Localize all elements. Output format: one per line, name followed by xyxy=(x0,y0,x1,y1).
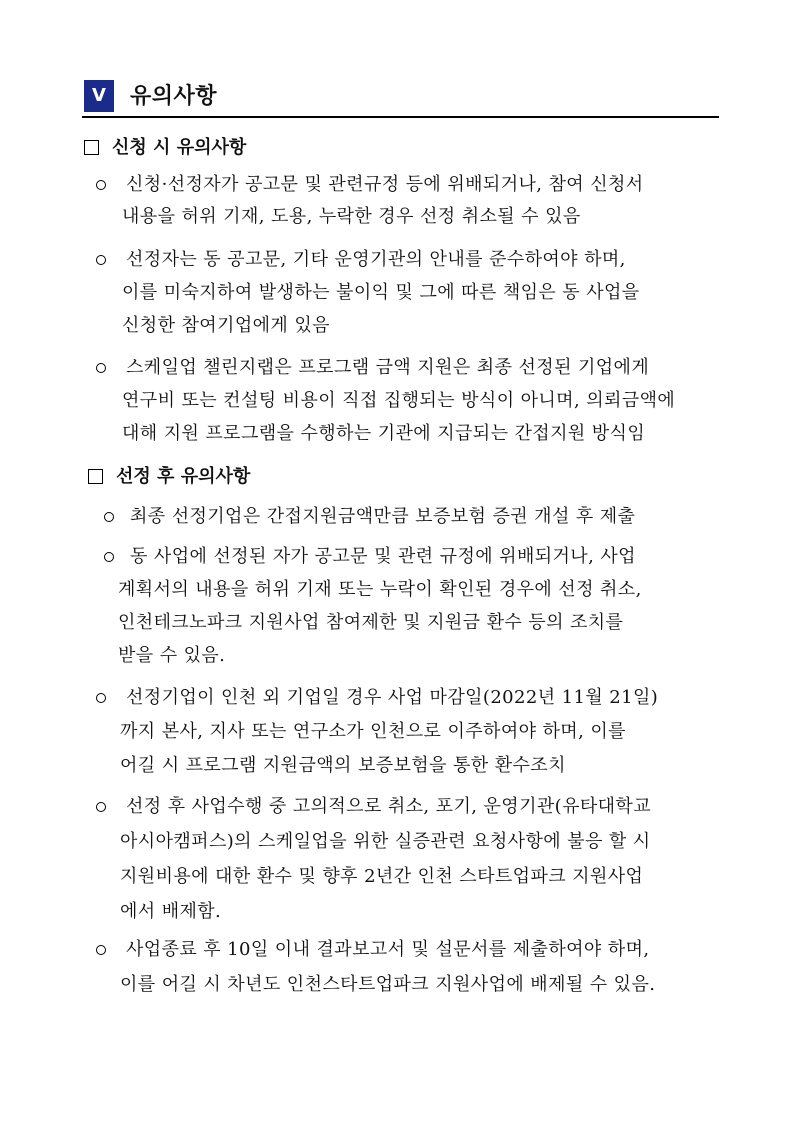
item-line: 신청한 참여기업에게 있음 xyxy=(122,315,330,336)
circle-bullet-icon xyxy=(96,180,106,190)
section-title: 유의사항 xyxy=(130,84,218,109)
item-line: 최종 선정기업은 간접지원금액만큼 보증보험 증권 개설 후 제출 xyxy=(130,506,636,527)
item-line: 지원비용에 대한 환수 및 향후 2년간 인천 스타트업파크 지원사업 xyxy=(120,866,644,887)
item-line: 대해 지원 프로그램을 수행하는 기관에 지급되는 간접지원 방식임 xyxy=(122,423,646,444)
item-line: 이를 어길 시 차년도 인천스타트업파크 지원사업에 배제될 수 있음. xyxy=(120,974,656,995)
item-line: 받을 수 있음. xyxy=(118,645,226,666)
item-line: 내용을 허위 기재, 도용, 누락한 경우 선정 취소될 수 있음 xyxy=(122,206,581,227)
subsection-title: 신청 시 유의사항 xyxy=(112,137,247,158)
subsection-title: 선정 후 유의사항 xyxy=(116,466,251,487)
section-header xyxy=(82,78,719,118)
item-line: 스케일업 챌린지랩은 프로그램 금액 지원은 최종 선정된 기업에게 xyxy=(126,357,650,378)
item-line: 까지 본사, 지사 또는 연구소가 인천으로 이주하여야 하며, 이를 xyxy=(120,721,626,742)
circle-bullet-icon xyxy=(96,802,106,812)
circle-bullet-icon xyxy=(104,512,114,522)
item-line: 계획서의 내용을 허위 기재 또는 누락이 확인된 경우에 선정 취소, xyxy=(118,579,642,600)
item-line: 인천테크노파크 지원사업 참여제한 및 지원금 환수 등의 조치를 xyxy=(118,612,624,633)
item-line: 선정기업이 인천 외 기업일 경우 사업 마감일(2022년 11월 21일) xyxy=(126,687,659,708)
circle-bullet-icon xyxy=(96,363,106,373)
checkbox-icon xyxy=(88,469,103,484)
item-line: 이를 미숙지하여 발생하는 불이익 및 그에 따른 책임은 동 사업을 xyxy=(122,282,640,303)
circle-bullet-icon xyxy=(104,552,114,562)
item-line: 에서 배제함. xyxy=(120,901,222,922)
item-line: 신청·선정자가 공고문 및 관련규정 등에 위배되거나, 참여 신청서 xyxy=(126,174,644,195)
item-line: 선정자는 동 공고문, 기타 운영기관의 안내를 준수하여야 하며, xyxy=(126,249,626,270)
item-line: 선정 후 사업수행 중 고의적으로 취소, 포기, 운영기관(유타대학교 xyxy=(126,796,652,817)
item-line: 동 사업에 선정된 자가 공고문 및 관련 규정에 위배되거나, 사업 xyxy=(130,546,636,567)
section-number-badge: V xyxy=(84,80,114,112)
checkbox-icon xyxy=(84,140,99,155)
item-line: 어길 시 프로그램 지원금액의 보증보험을 통한 환수조치 xyxy=(120,755,566,776)
circle-bullet-icon xyxy=(96,693,106,703)
item-line: 아시아캠퍼스)의 스케일업을 위한 실증관련 요청사항에 불응 할 시 xyxy=(120,831,651,852)
item-line: 사업종료 후 10일 이내 결과보고서 및 설문서를 제출하여야 하며, xyxy=(126,939,650,960)
item-line: 연구비 또는 컨설팅 비용이 직접 집행되는 방식이 아니며, 의뢰금액에 xyxy=(122,390,676,411)
circle-bullet-icon xyxy=(96,945,106,955)
circle-bullet-icon xyxy=(96,255,106,265)
